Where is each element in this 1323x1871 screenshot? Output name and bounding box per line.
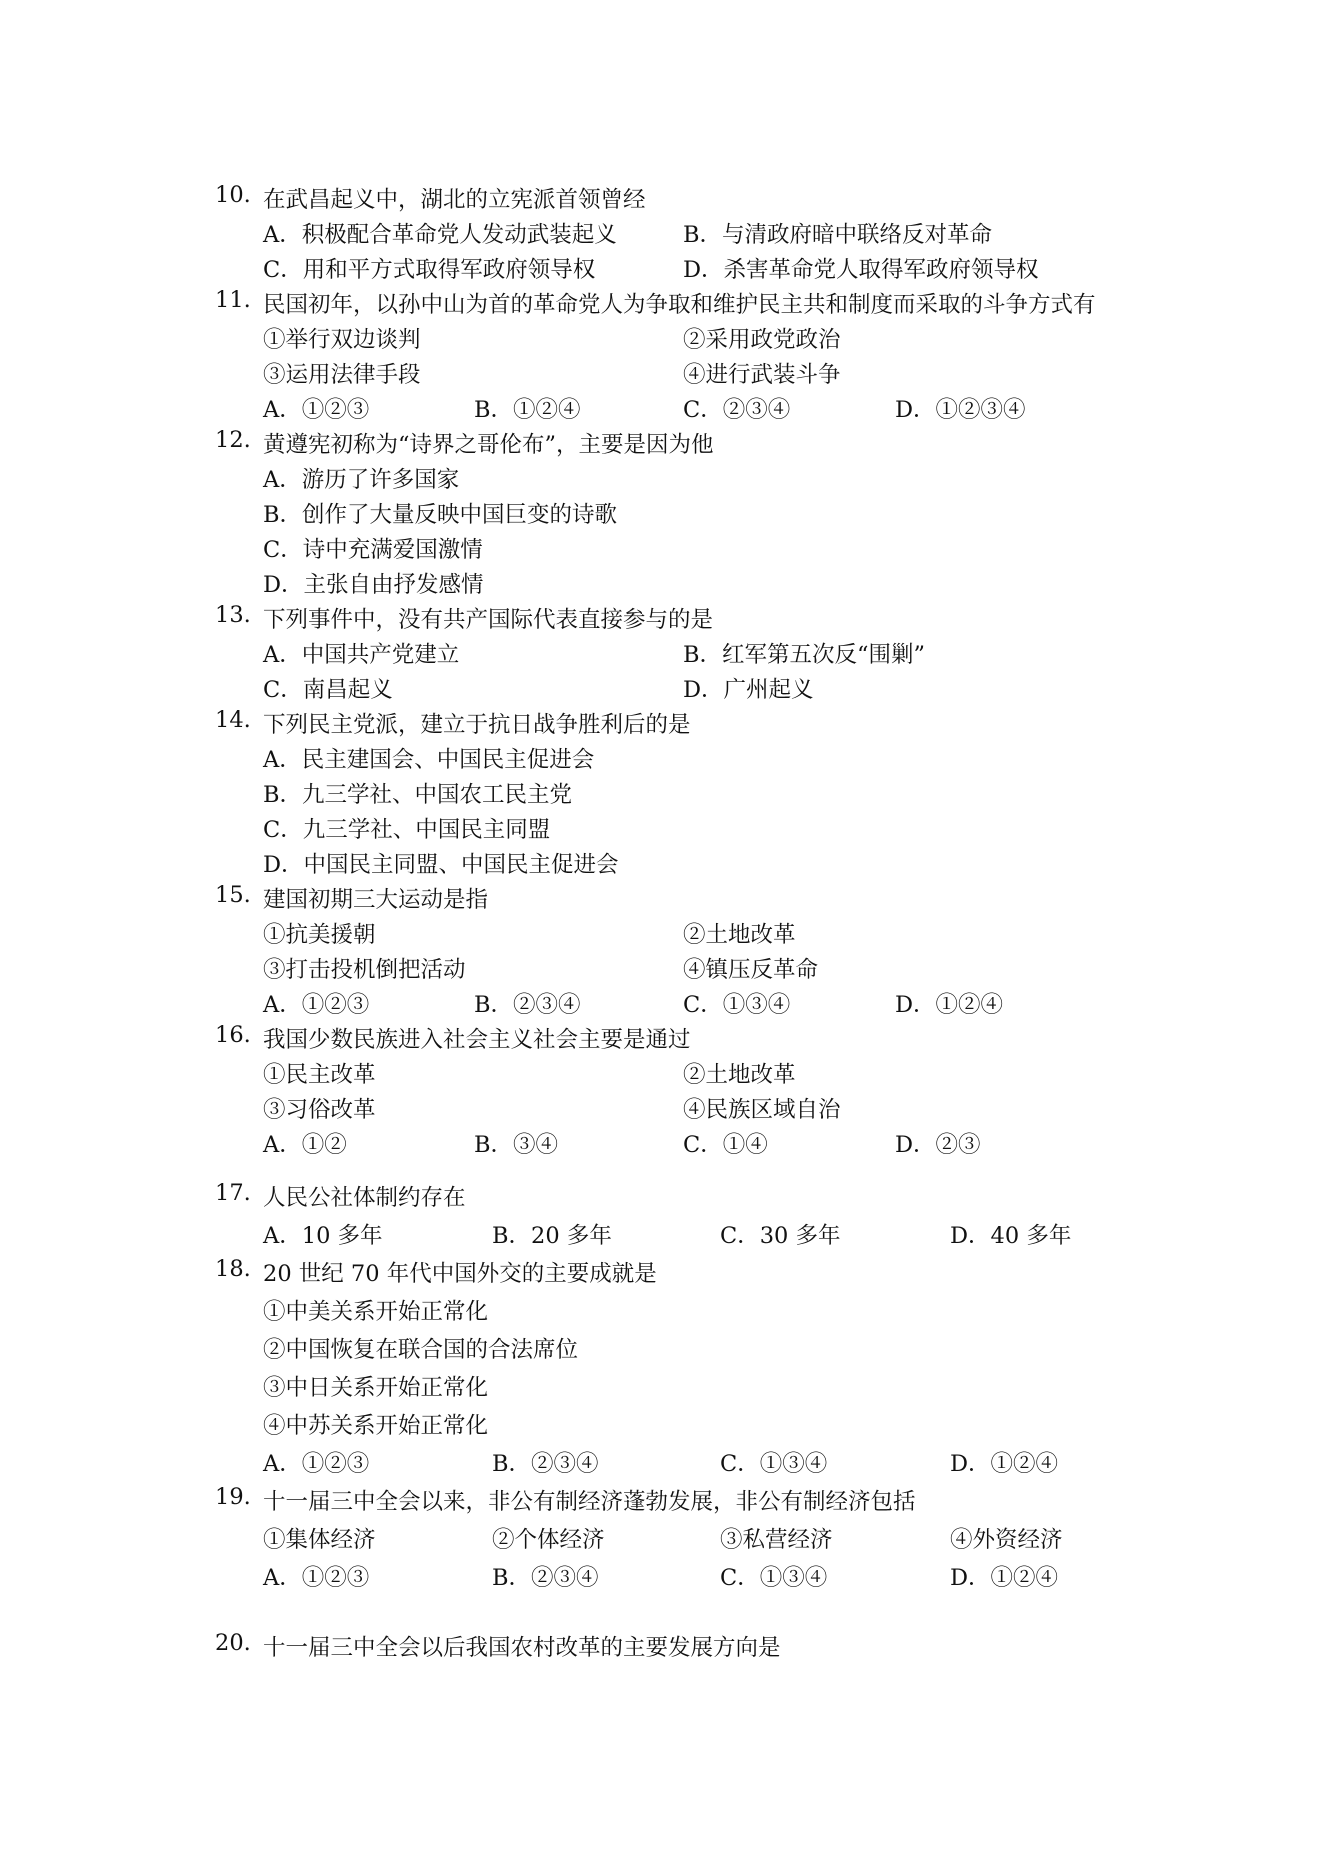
option-b: B．②③④: [492, 1565, 599, 1591]
question-stem: 20 世纪 70 年代中国外交的主要成就是: [263, 1261, 657, 1287]
option-b: B．②③④: [492, 1451, 599, 1477]
question-number: 19.: [215, 1484, 251, 1510]
item-2: ②采用政党政治: [683, 327, 841, 353]
question-stem: 下列事件中，没有共产国际代表直接参与的是: [263, 607, 714, 633]
item-3: ③运用法律手段: [263, 362, 421, 388]
item-4: ④外资经济: [950, 1527, 1063, 1553]
option-b: B．20 多年: [492, 1223, 612, 1249]
option-d: D．广州起义: [683, 677, 814, 703]
question-number: 16.: [215, 1022, 251, 1048]
option-a: A．积极配合革命党人发动武装起义: [263, 222, 617, 248]
question-number: 10.: [215, 182, 251, 208]
option-a: A．游历了许多国家: [263, 467, 460, 493]
option-a: A．民主建国会、中国民主促进会: [263, 747, 595, 773]
question-stem: 十一届三中全会以来，非公有制经济蓬勃发展，非公有制经济包括: [263, 1489, 916, 1515]
item-1: ①集体经济: [263, 1527, 376, 1553]
question-stem: 我国少数民族进入社会主义社会主要是通过: [263, 1027, 691, 1053]
item-1: ①中美关系开始正常化: [263, 1299, 489, 1325]
option-c: C．九三学社、中国民主同盟: [263, 817, 551, 843]
item-3: ③中日关系开始正常化: [263, 1375, 489, 1401]
option-b: B．①②④: [474, 397, 581, 423]
option-b: B．③④: [474, 1132, 559, 1158]
option-d: D．中国民主同盟、中国民主促进会: [263, 852, 619, 878]
item-3: ③私营经济: [720, 1527, 833, 1553]
option-d: D．杀害革命党人取得军政府领导权: [683, 257, 1039, 283]
option-a: A．①②: [263, 1132, 347, 1158]
item-4: ④进行武装斗争: [683, 362, 841, 388]
question-number: 17.: [215, 1180, 251, 1206]
question-number: 18.: [215, 1256, 251, 1282]
option-a: A．①②③: [263, 397, 370, 423]
item-4: ④中苏关系开始正常化: [263, 1413, 489, 1439]
option-c: C．②③④: [683, 397, 791, 423]
item-4: ④民族区域自治: [683, 1097, 841, 1123]
option-a: A．中国共产党建立: [263, 642, 460, 668]
option-d: D．①②④: [950, 1565, 1059, 1591]
option-a: A．①②③: [263, 992, 370, 1018]
question-stem: 在武昌起义中，湖北的立宪派首领曾经: [263, 187, 646, 213]
option-d: D．②③: [895, 1132, 981, 1158]
option-d: D．①②③④: [895, 397, 1026, 423]
question-number: 14.: [215, 707, 251, 733]
question-stem: 十一届三中全会以后我国农村改革的主要发展方向是: [263, 1635, 781, 1661]
question-stem: 民国初年，以孙中山为首的革命党人为争取和维护民主共和制度而采取的斗争方式有: [263, 292, 1096, 318]
option-d: D．①②④: [895, 992, 1004, 1018]
question-stem: 人民公社体制约存在: [263, 1185, 466, 1211]
question-stem: 建国初期三大运动是指: [263, 887, 489, 913]
question-number: 20.: [215, 1630, 251, 1656]
option-b: B．红军第五次反“围剿”: [683, 642, 926, 668]
item-3: ③习俗改革: [263, 1097, 376, 1123]
option-a: A．①②③: [263, 1565, 370, 1591]
item-1: ①举行双边谈判: [263, 327, 421, 353]
option-c: C．南昌起义: [263, 677, 393, 703]
question-number: 15.: [215, 882, 251, 908]
option-c: C．30 多年: [720, 1223, 841, 1249]
question-number: 13.: [215, 602, 251, 628]
option-a: A．10 多年: [263, 1223, 383, 1249]
option-b: B．九三学社、中国农工民主党: [263, 782, 573, 808]
item-2: ②个体经济: [492, 1527, 605, 1553]
option-a: A．①②③: [263, 1451, 370, 1477]
item-3: ③打击投机倒把活动: [263, 957, 466, 983]
item-4: ④镇压反革命: [683, 957, 819, 983]
option-d: D．①②④: [950, 1451, 1059, 1477]
item-2: ②土地改革: [683, 922, 796, 948]
item-1: ①民主改革: [263, 1062, 376, 1088]
option-c: C．①③④: [720, 1451, 828, 1477]
option-d: D．主张自由抒发感情: [263, 572, 484, 598]
option-c: C．①③④: [720, 1565, 828, 1591]
option-c: C．诗中充满爱国激情: [263, 537, 483, 563]
option-d: D．40 多年: [950, 1223, 1072, 1249]
option-b: B．与清政府暗中联络反对革命: [683, 222, 993, 248]
question-number: 12.: [215, 427, 251, 453]
item-2: ②土地改革: [683, 1062, 796, 1088]
option-c: C．①③④: [683, 992, 791, 1018]
question-number: 11.: [215, 287, 251, 313]
item-1: ①抗美援朝: [263, 922, 376, 948]
option-c: C．用和平方式取得军政府领导权: [263, 257, 596, 283]
item-2: ②中国恢复在联合国的合法席位: [263, 1337, 579, 1363]
option-b: B．②③④: [474, 992, 581, 1018]
option-b: B．创作了大量反映中国巨变的诗歌: [263, 502, 618, 528]
question-stem: 下列民主党派，建立于抗日战争胜利后的是: [263, 712, 691, 738]
option-c: C．①④: [683, 1132, 768, 1158]
question-stem: 黄遵宪初称为“诗界之哥伦布”，主要是因为他: [263, 432, 714, 458]
